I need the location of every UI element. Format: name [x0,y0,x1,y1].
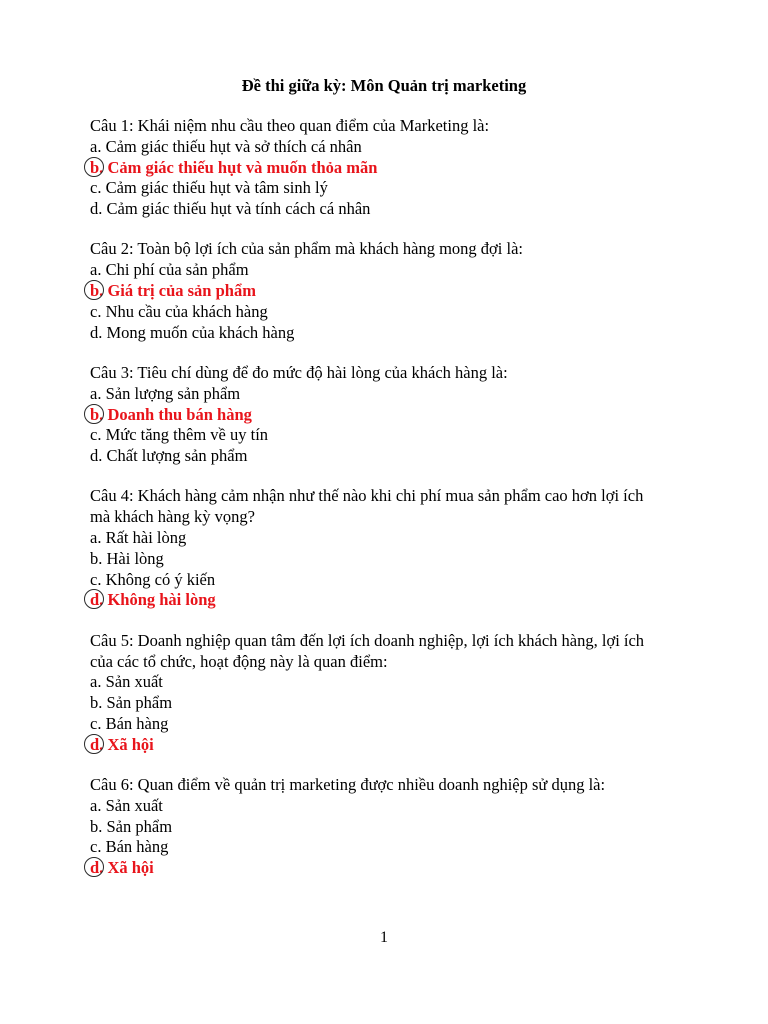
answer-option [90,817,695,838]
answer-text: Cảm giác thiếu hụt và tâm sinh lý [101,178,328,198]
answer-letter: d. [90,199,103,219]
answer-letter: a. [90,260,102,280]
question-stem: mà khách hàng kỳ vọng? [90,507,255,527]
answer-letter: a. [90,672,102,692]
question-stem: Câu 1: Khái niệm nhu cầu theo quan điểm của Marketing là: [90,116,490,135]
answer-option-correct [90,735,695,756]
answer-text: Cảm giác thiếu hụt và sở thích cá nhân [101,136,362,156]
page-number: 1 [380,929,388,946]
answer-option [90,837,695,858]
question-5 [90,631,695,756]
answer-option [90,384,695,405]
answer-text: Sản phẩm [102,693,173,713]
question-1 [90,116,695,220]
answer-option [90,796,695,817]
answer-option [90,714,695,735]
answer-letter: b. [90,548,103,568]
answer-option [90,302,695,323]
question-stem: Câu 2: Toàn bộ lợi ích của sản phẩm mà khách hàng mong đợi là: [90,239,523,259]
answer-letter: c. [90,837,102,857]
answer-option [90,425,695,446]
question-stem: Câu 5: Doanh nghiệp quan tâm đến lợi ích doanh nghiệp, lợi ích khách hàng, lợi ích [90,630,645,650]
answer-text: Không hài lòng [103,590,216,610]
question-stem: Câu 6: Quan điểm về quản trị marketing được nhiều doanh nghiệp sử dụng là: [90,775,606,795]
answer-text: Bán hàng [101,713,169,733]
document-title: Đề thi giữa kỳ: Môn Quản trị marketing [241,76,527,95]
answer-letter: d. [90,322,103,342]
answer-text: Sản lượng sản phẩm [101,383,241,403]
answer-option [90,446,695,467]
answer-text: Bán hàng [101,837,169,857]
answer-text: Hài lòng [102,548,164,568]
answer-option [90,672,695,693]
answer-text: Sản xuất [101,795,163,815]
answer-option [90,137,695,158]
answer-option [90,178,695,199]
answer-letter: a. [90,383,102,403]
answer-letter: b. [90,693,103,713]
answer-letter: d. [90,446,103,466]
answer-text: Nhu cầu của khách hàng [101,301,268,321]
answer-option-correct [90,281,695,302]
answer-letter-circled: d. [90,858,104,878]
answer-option [90,199,695,220]
answer-letter: a. [90,795,102,815]
answer-letter: c. [90,569,102,589]
answer-letter: a. [90,528,102,548]
answer-letter-circled: d. [90,590,104,610]
answer-option-correct [90,158,695,179]
question-list [90,116,695,899]
answer-letter: c. [90,301,102,321]
answer-letter: c. [90,425,102,445]
answer-option [90,528,695,549]
answer-text: Xã hội [103,734,154,754]
answer-option-correct [90,590,695,611]
answer-text: Mức tăng thêm về uy tín [101,425,269,445]
answer-text: Cảm giác thiếu hụt và muốn thỏa mãn [103,157,378,177]
answer-option [90,693,695,714]
answer-letter-circled: b. [90,157,104,177]
answer-text: Không có ý kiến [101,569,216,589]
answer-text: Chất lượng sản phẩm [102,446,248,466]
answer-text: Chi phí của sản phẩm [101,260,249,280]
answer-option-correct [90,858,695,879]
answer-option [90,260,695,281]
answer-option [90,323,695,344]
answer-text: Mong muốn của khách hàng [102,322,295,342]
answer-letter: a. [90,136,102,156]
answer-text: Xã hội [103,858,154,878]
answer-option [90,549,695,570]
answer-letter: b. [90,816,103,836]
question-6 [90,775,695,879]
answer-letter-circled: b. [90,281,104,301]
question-stem: của các tổ chức, hoạt động này là quan điểm: [90,651,388,671]
answer-letter: c. [90,713,102,733]
question-3 [90,363,695,467]
answer-text: Cảm giác thiếu hụt và tính cách cá nhân [102,199,371,219]
answer-text: Giá trị của sản phẩm [103,281,256,301]
question-stem: Câu 4: Khách hàng cảm nhận như thế nào khi chi phí mua sản phẩm cao hơn lợi ích [90,486,644,506]
answer-letter-circled: d. [90,734,104,754]
answer-letter-circled: b. [90,404,104,424]
question-2 [90,239,695,343]
answer-option-correct [90,405,695,426]
question-stem: Câu 3: Tiêu chí dùng để đo mức độ hài lòng của khách hàng là: [90,362,508,382]
answer-text: Sản xuất [101,672,163,692]
answer-letter: c. [90,178,102,198]
question-4 [90,486,695,611]
answer-text: Doanh thu bán hàng [103,404,252,424]
answer-option [90,570,695,591]
answer-text: Rất hài lòng [101,528,187,548]
answer-text: Sản phẩm [102,816,173,836]
